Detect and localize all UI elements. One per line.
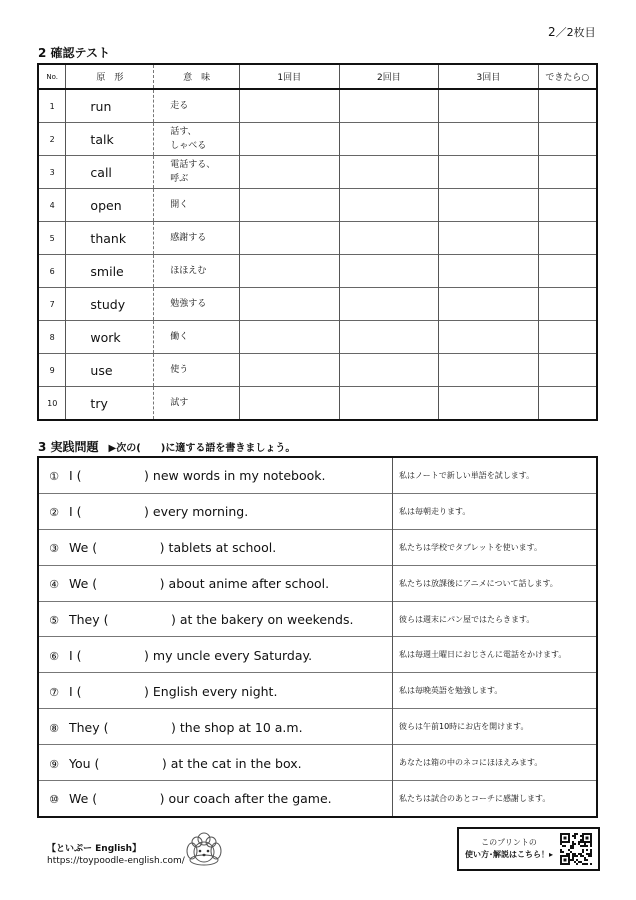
footer-brand bbox=[47, 841, 185, 866]
sentence-rest: English every night. bbox=[152, 683, 278, 699]
answer-cell-3[interactable] bbox=[439, 123, 539, 156]
practice-row bbox=[38, 565, 597, 601]
question-number: ⑩ bbox=[49, 793, 59, 807]
meaning-cell: 使う bbox=[154, 354, 240, 387]
sentence-subject: I bbox=[68, 683, 73, 699]
header-meaning: 意 味 bbox=[154, 64, 240, 89]
english-sentence bbox=[38, 673, 393, 709]
meaning-cell: ほほえむ bbox=[154, 255, 240, 288]
word-cell: run bbox=[66, 89, 154, 123]
english-sentence bbox=[38, 493, 393, 529]
answer-cell-2[interactable] bbox=[339, 255, 439, 288]
japanese-translation: 彼らは週末にパン屋ではたらきます。 bbox=[393, 601, 598, 637]
english-sentence bbox=[38, 637, 393, 673]
meaning-cell: 試す bbox=[154, 387, 240, 421]
done-check-cell[interactable] bbox=[538, 288, 597, 321]
answer-blank[interactable]: ( ) bbox=[76, 468, 149, 484]
practice-row bbox=[38, 781, 597, 817]
done-check-cell[interactable] bbox=[538, 255, 597, 288]
row-number: 8 bbox=[38, 321, 66, 354]
answer-blank[interactable]: ( ) bbox=[103, 612, 176, 627]
question-number: ① bbox=[49, 470, 59, 484]
answer-cell-3[interactable] bbox=[439, 255, 539, 288]
practice-row bbox=[38, 493, 597, 529]
practice-row bbox=[38, 601, 597, 637]
row-number: 3 bbox=[38, 156, 66, 189]
japanese-translation: 彼らは午前10時にお店を開けます。 bbox=[393, 709, 598, 745]
answer-cell-1[interactable] bbox=[240, 156, 340, 189]
question-number: ② bbox=[49, 506, 59, 520]
poodle-icon bbox=[183, 829, 225, 867]
done-check-cell[interactable] bbox=[538, 123, 597, 156]
word-cell: talk bbox=[66, 123, 154, 156]
row-number: 4 bbox=[38, 189, 66, 222]
japanese-translation: 私は毎週土曜日におじさんに電話をかけます。 bbox=[393, 637, 598, 673]
english-sentence bbox=[38, 709, 393, 745]
practice-row bbox=[38, 709, 597, 745]
page-number: 2／2枚目 bbox=[548, 25, 596, 39]
word-cell: call bbox=[66, 156, 154, 189]
sentence-subject: I bbox=[68, 647, 73, 663]
practice-row bbox=[38, 673, 597, 709]
vocab-row bbox=[38, 255, 597, 288]
vocab-row bbox=[38, 189, 597, 222]
answer-cell-2[interactable] bbox=[339, 89, 439, 123]
japanese-translation: 私はノートで新しい単語を試します。 bbox=[393, 457, 598, 493]
sentence-rest: about anime after school. bbox=[168, 576, 330, 592]
vocab-row bbox=[38, 222, 597, 255]
row-number: 1 bbox=[38, 89, 66, 123]
answer-blank[interactable]: ( ) bbox=[103, 719, 176, 735]
vocab-header-row bbox=[38, 64, 597, 89]
qr-code-icon[interactable] bbox=[560, 833, 592, 865]
done-check-cell[interactable] bbox=[538, 387, 597, 421]
answer-cell-3[interactable] bbox=[439, 354, 539, 387]
question-number: ⑧ bbox=[49, 721, 59, 735]
meaning-cell: 走る bbox=[154, 89, 240, 123]
section2-title: 2 確認テスト bbox=[38, 46, 111, 60]
sentence-subject: We bbox=[68, 791, 89, 807]
row-number: 5 bbox=[38, 222, 66, 255]
answer-cell-1[interactable] bbox=[240, 222, 340, 255]
vocab-row bbox=[38, 156, 597, 189]
vocab-row bbox=[38, 123, 597, 156]
english-sentence bbox=[38, 781, 393, 817]
english-sentence bbox=[38, 565, 393, 601]
word-cell: thank bbox=[66, 222, 154, 255]
practice-table bbox=[37, 456, 598, 818]
answer-cell-1[interactable] bbox=[240, 354, 340, 387]
answer-cell-2[interactable] bbox=[339, 321, 439, 354]
vocab-row bbox=[38, 288, 597, 321]
row-number: 9 bbox=[38, 354, 66, 387]
question-number: ③ bbox=[49, 542, 59, 556]
answer-cell-2[interactable] bbox=[339, 123, 439, 156]
answer-cell-3[interactable] bbox=[439, 288, 539, 321]
sentence-subject: We bbox=[68, 576, 89, 592]
word-cell: smile bbox=[66, 255, 154, 288]
english-sentence bbox=[38, 529, 393, 565]
done-check-cell[interactable] bbox=[538, 156, 597, 189]
vocab-row bbox=[38, 387, 597, 421]
practice-row bbox=[38, 457, 597, 493]
meaning-cell: 勉強する bbox=[154, 288, 240, 321]
answer-cell-1[interactable] bbox=[240, 288, 340, 321]
question-number: ⑤ bbox=[49, 614, 59, 627]
answer-cell-3[interactable] bbox=[439, 189, 539, 222]
answer-cell-1[interactable] bbox=[240, 123, 340, 156]
answer-cell-2[interactable] bbox=[339, 354, 439, 387]
section3-title: 3 実践問題 ▶次の( )に適する語を書きましょう。 bbox=[38, 440, 296, 454]
word-cell: open bbox=[66, 189, 154, 222]
practice-row bbox=[38, 637, 597, 673]
japanese-translation: 私は毎晩英語を勉強します。 bbox=[393, 673, 598, 709]
header-no: No. bbox=[38, 64, 66, 89]
sentence-rest: every morning. bbox=[152, 504, 249, 520]
question-number: ⑥ bbox=[49, 649, 59, 663]
sentence-subject: We bbox=[68, 540, 89, 556]
header-try1: 1回目 bbox=[240, 64, 340, 89]
meaning-cell: 話す、 しゃべる bbox=[154, 123, 240, 156]
english-sentence bbox=[38, 745, 393, 781]
sentence-rest: at the cat in the box. bbox=[170, 755, 302, 771]
answer-blank[interactable]: ( ) bbox=[92, 576, 165, 592]
header-done: できたら○ bbox=[538, 64, 597, 89]
japanese-translation: 私は毎朝走ります。 bbox=[393, 493, 598, 529]
meaning-cell: 感謝する bbox=[154, 222, 240, 255]
done-check-cell[interactable] bbox=[538, 321, 597, 354]
word-cell: use bbox=[66, 354, 154, 387]
row-number: 10 bbox=[38, 387, 66, 421]
answer-cell-3[interactable] bbox=[439, 321, 539, 354]
question-number: ⑨ bbox=[49, 757, 59, 771]
brand-url[interactable]: https://toypoodle-english.com/ bbox=[47, 856, 185, 866]
section3-instruction: ▶次の( )に適する語を書きましょう。 bbox=[108, 443, 296, 454]
answer-cell-3[interactable] bbox=[439, 156, 539, 189]
answer-cell-1[interactable] bbox=[240, 189, 340, 222]
word-cell: work bbox=[66, 321, 154, 354]
sentence-subject: They bbox=[68, 719, 100, 735]
sentence-rest: my uncle every Saturday. bbox=[152, 647, 313, 663]
header-try2: 2回目 bbox=[339, 64, 439, 89]
word-cell: try bbox=[66, 387, 154, 421]
practice-row bbox=[38, 529, 597, 565]
sentence-rest: tablets at school. bbox=[168, 540, 277, 556]
answer-cell-1[interactable] bbox=[240, 89, 340, 123]
japanese-translation: 私たちは試合のあとコーチに感謝します。 bbox=[393, 781, 598, 817]
row-number: 2 bbox=[38, 123, 66, 156]
sentence-rest: our coach after the game. bbox=[168, 791, 332, 807]
vocab-row bbox=[38, 321, 597, 354]
answer-blank[interactable]: ( ) bbox=[76, 504, 149, 520]
answer-blank[interactable]: ( ) bbox=[76, 683, 149, 699]
word-cell: study bbox=[66, 288, 154, 321]
vocab-row bbox=[38, 354, 597, 387]
answer-cell-2[interactable] bbox=[339, 222, 439, 255]
answer-cell-2[interactable] bbox=[339, 189, 439, 222]
vocab-row bbox=[38, 89, 597, 123]
header-word: 原 形 bbox=[66, 64, 154, 89]
sentence-subject: You bbox=[68, 755, 91, 771]
answer-blank[interactable]: ( ) bbox=[92, 791, 165, 807]
answer-cell-1[interactable] bbox=[240, 321, 340, 354]
sentence-subject: I bbox=[68, 504, 73, 520]
answer-cell-3[interactable] bbox=[439, 387, 539, 421]
qr-info-box[interactable]: このプリントの 使い方･解説はこちら！▸ bbox=[457, 827, 600, 871]
sentence-rest: at the bakery on weekends. bbox=[179, 612, 354, 627]
meaning-cell: 電話する、 呼ぶ bbox=[154, 156, 240, 189]
english-sentence bbox=[38, 457, 393, 493]
japanese-translation: あなたは箱の中のネコにほほえみます。 bbox=[393, 745, 598, 781]
answer-cell-2[interactable] bbox=[339, 387, 439, 421]
practice-row bbox=[38, 745, 597, 781]
sentence-subject: They bbox=[68, 612, 100, 627]
answer-cell-1[interactable] bbox=[240, 255, 340, 288]
question-number: ⑦ bbox=[49, 685, 59, 699]
row-number: 7 bbox=[38, 288, 66, 321]
answer-blank[interactable]: ( ) bbox=[76, 647, 149, 663]
answer-blank[interactable]: ( ) bbox=[94, 755, 167, 771]
brand-name: 【といぷー English】 bbox=[47, 844, 142, 854]
done-check-cell[interactable] bbox=[538, 354, 597, 387]
english-sentence bbox=[38, 601, 393, 637]
japanese-translation: 私たちは放課後にアニメについて話します。 bbox=[393, 565, 598, 601]
answer-cell-2[interactable] bbox=[339, 156, 439, 189]
meaning-cell: 働く bbox=[154, 321, 240, 354]
answer-cell-3[interactable] bbox=[439, 89, 539, 123]
done-check-cell[interactable] bbox=[538, 89, 597, 123]
header-try3: 3回目 bbox=[439, 64, 539, 89]
row-number: 6 bbox=[38, 255, 66, 288]
vocab-table bbox=[37, 63, 598, 421]
meaning-cell: 開く bbox=[154, 189, 240, 222]
japanese-translation: 私たちは学校でタブレットを使います。 bbox=[393, 529, 598, 565]
done-check-cell[interactable] bbox=[538, 222, 597, 255]
answer-cell-2[interactable] bbox=[339, 288, 439, 321]
sentence-rest: the shop at 10 a.m. bbox=[179, 719, 303, 735]
answer-cell-1[interactable] bbox=[240, 387, 340, 421]
answer-blank[interactable]: ( ) bbox=[92, 540, 165, 556]
answer-cell-3[interactable] bbox=[439, 222, 539, 255]
done-check-cell[interactable] bbox=[538, 189, 597, 222]
sentence-subject: I bbox=[68, 468, 73, 484]
sentence-rest: new words in my notebook. bbox=[152, 468, 326, 484]
question-number: ④ bbox=[49, 578, 59, 592]
